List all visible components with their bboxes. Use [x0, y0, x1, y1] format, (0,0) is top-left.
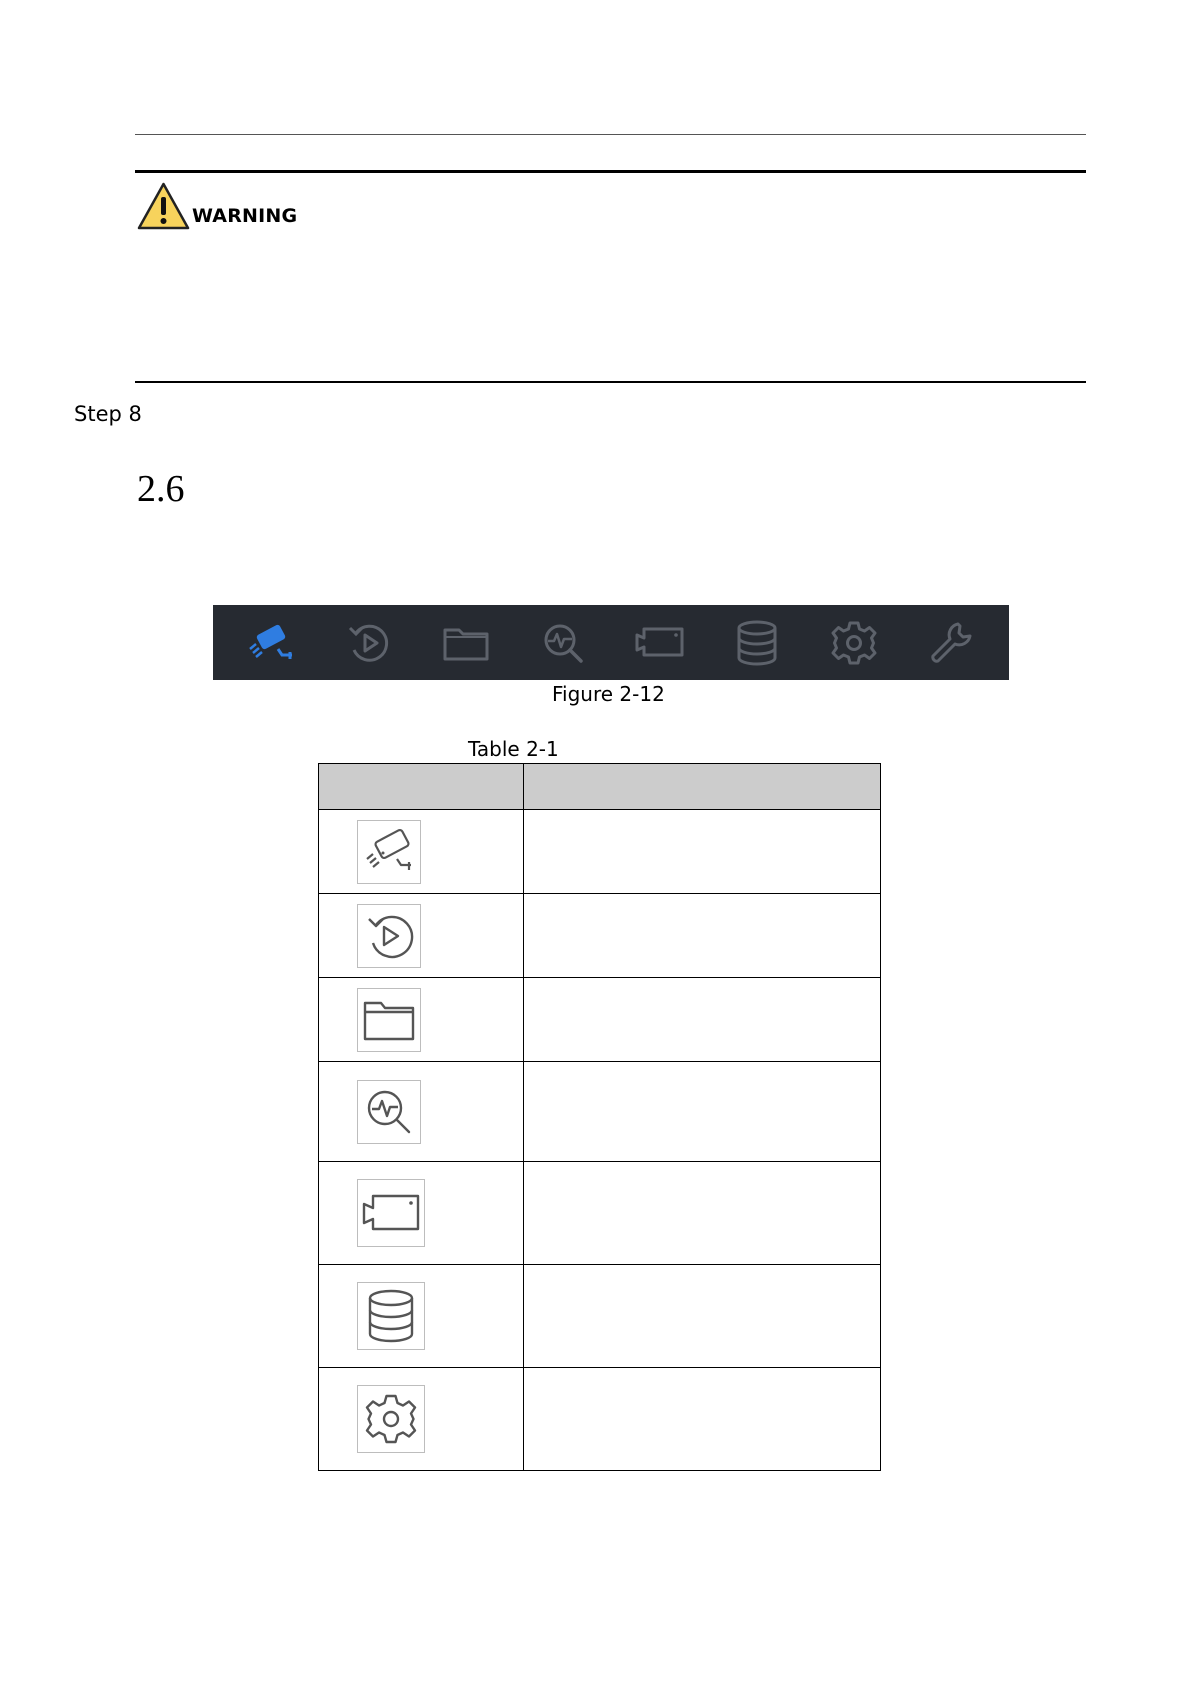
table-cell-description [524, 1265, 881, 1368]
header-rule [135, 134, 1086, 135]
file-management-icon [357, 988, 421, 1052]
table-cell-icon [319, 1265, 524, 1368]
table-cell-description [524, 978, 881, 1062]
smart-search-icon[interactable] [537, 617, 589, 669]
camera-icon[interactable] [634, 617, 686, 669]
warning-label: WARNING [192, 205, 298, 227]
warning-top-rule [135, 170, 1086, 173]
playback-icon [357, 904, 421, 968]
table-row [319, 1162, 881, 1265]
table-row [319, 1368, 881, 1471]
table-header-icon-col [319, 764, 524, 810]
table-header-description-col [524, 764, 881, 810]
settings-gear-icon [357, 1385, 425, 1453]
table-cell-icon [319, 810, 524, 894]
table-cell-description [524, 1368, 881, 1471]
maintenance-wrench-icon[interactable] [925, 617, 977, 669]
live-view-camera-icon[interactable] [246, 617, 298, 669]
table-cell-description [524, 894, 881, 978]
step-label: Step 8 [74, 402, 142, 426]
warning-bottom-rule [135, 381, 1086, 383]
table-row [319, 978, 881, 1062]
table-header-row [319, 764, 881, 810]
camera-icon [357, 1179, 425, 1247]
storage-icon[interactable] [731, 617, 783, 669]
table-cell-description [524, 1162, 881, 1265]
main-menu-toolbar [213, 605, 1009, 680]
table-cell-icon [319, 1062, 524, 1162]
table-cell-description [524, 810, 881, 894]
file-management-icon[interactable] [440, 617, 492, 669]
storage-icon [357, 1282, 425, 1350]
table-cell-description [524, 1062, 881, 1162]
table-cell-icon [319, 1162, 524, 1265]
section-number: 2.6 [137, 468, 185, 510]
warning-triangle-icon [137, 182, 190, 230]
table-cell-icon [319, 978, 524, 1062]
table-row [319, 810, 881, 894]
table-row [319, 1062, 881, 1162]
table-row [319, 894, 881, 978]
table-caption: Table 2-1 [468, 737, 559, 761]
playback-icon[interactable] [343, 617, 395, 669]
settings-gear-icon[interactable] [828, 617, 880, 669]
live-view-camera-icon [357, 820, 421, 884]
table-row [319, 1265, 881, 1368]
table-cell-icon [319, 1368, 524, 1471]
warning-block [137, 182, 297, 230]
smart-search-icon [357, 1080, 421, 1144]
table-cell-icon [319, 894, 524, 978]
figure-caption: Figure 2-12 [552, 682, 665, 706]
icon-table [318, 763, 881, 1471]
